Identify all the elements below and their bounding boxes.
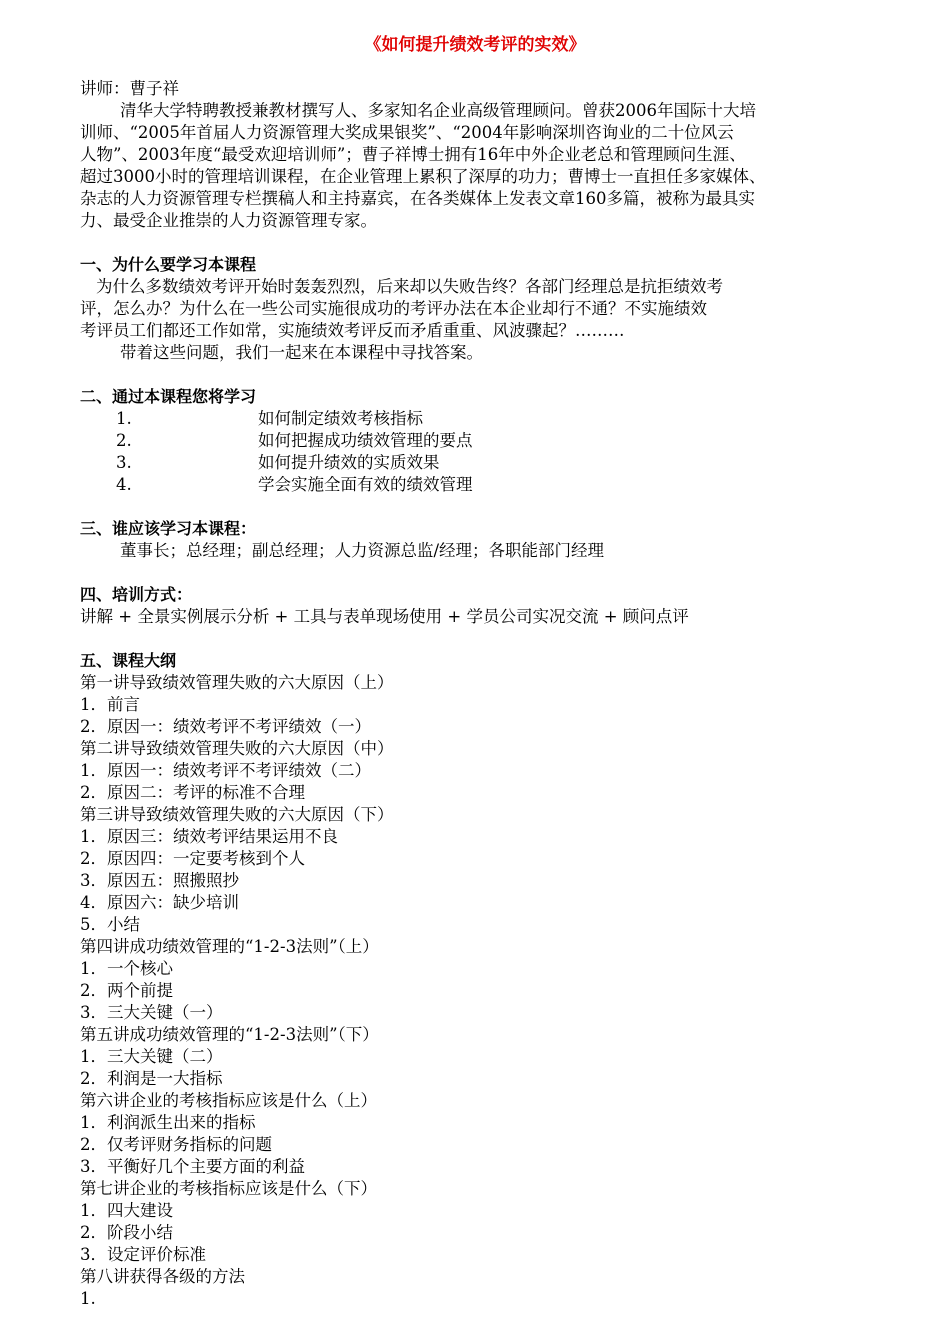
outline-lecture-title: 第六讲企业的考核指标应该是什么（上） [80,1091,377,1110]
outline-item: 1．一个核心 [80,959,173,978]
list-item-number: 4. [116,475,132,494]
list-item [80,452,870,474]
outline-item: 2．阶段小结 [80,1223,173,1242]
lecturer-bio-line: 力、最受企业推崇的人力资源管理专家。 [80,211,377,230]
outline-lecture-title: 第三讲导致绩效管理失败的六大原因（下） [80,805,394,824]
outline-item: 3．三大关键（一） [80,1003,223,1022]
list-item-number: 1. [116,409,132,428]
outline-item: 2．原因四：一定要考核到个人 [80,849,305,868]
outline-item: 1．原因一：绩效考评不考评绩效（二） [80,761,371,780]
document-title: 《如何提升绩效考评的实效》 [364,35,586,55]
section-heading-method: 四、培训方式： [80,585,193,604]
section-paragraph-line: 评，怎么办？为什么在一些公司实施很成功的考评办法在本企业却行不通？不实施绩效 [80,299,707,318]
outline-item: 1. [80,1289,96,1308]
list-item-text: 如何把握成功绩效管理的要点 [258,431,473,450]
outline-item: 2．原因二：考评的标准不合理 [80,783,305,802]
outline-lecture-title: 第五讲成功绩效管理的“1-2-3法则”（下） [80,1025,379,1044]
outline-item: 3．设定评价标准 [80,1245,206,1264]
section-heading-audience: 三、谁应该学习本课程： [80,519,257,538]
method-text: 讲解 + 全景实例展示分析 + 工具与表单现场使用 + 学员公司实况交流 + 顾问点评 [80,607,689,626]
course-outline [80,672,870,1310]
lecturer-bio-line: 杂志的人力资源管理专栏撰稿人和主持嘉宾，在各类媒体上发表文章160多篇，被称为最具实 [80,189,755,208]
outline-item: 5．小结 [80,915,140,934]
list-item [80,430,870,452]
outline-item: 3．原因五：照搬照抄 [80,871,239,890]
outline-item: 1．原因三：绩效考评结果运用不良 [80,827,338,846]
outline-lecture-title: 第二讲导致绩效管理失败的六大原因（中） [80,739,394,758]
outline-lecture-title: 第七讲企业的考核指标应该是什么（下） [80,1179,377,1198]
outline-item: 2．利润是一大指标 [80,1069,223,1088]
list-item-text: 如何制定绩效考核指标 [258,409,423,428]
section-heading-outline: 五、课程大纲 [80,651,177,670]
list-item [80,408,870,430]
section-paragraph-line: 考评员工们都还工作如常，实施绩效考评反而矛盾重重、风波骤起？……… [80,321,625,340]
section-heading-why: 一、为什么要学习本课程 [80,255,257,274]
list-item-text: 如何提升绩效的实质效果 [258,453,440,472]
list-item-text: 学会实施全面有效的绩效管理 [258,475,473,494]
section-paragraph-line: 为什么多数绩效考评开始时轰轰烈烈，后来却以失败告终？各部门经理总是抗拒绩效考 [96,277,723,296]
outline-item: 2．仅考评财务指标的问题 [80,1135,272,1154]
outline-item: 4．原因六：缺少培训 [80,893,239,912]
outline-item: 1．前言 [80,695,140,714]
lecturer-bio-line: 人物”、2003年度“最受欢迎培训师”；曹子祥博士拥有16年中外企业老总和管理顾问生涯、 [80,145,746,164]
outline-lecture-title: 第八讲获得各级的方法 [80,1267,245,1286]
lecturer-label: 讲师：曹子祥 [80,79,179,98]
outline-item: 1．四大建设 [80,1201,173,1220]
list-item-number: 2. [116,431,132,450]
outline-item: 1．利润派生出来的指标 [80,1113,256,1132]
outline-item: 1．三大关键（二） [80,1047,223,1066]
lecturer-bio-line: 清华大学特聘教授兼教材撰写人、多家知名企业高级管理顾问。曾获2006年国际十大培 [120,101,756,120]
lecturer-bio-line: 训师、“2005年首届人力资源管理大奖成果银奖”、“2004年影响深圳咨询业的二十位风云 [80,123,734,142]
outline-item: 2．原因一：绩效考评不考评绩效（一） [80,717,371,736]
list-item-number: 3. [116,453,132,472]
outline-item: 3．平衡好几个主要方面的利益 [80,1157,305,1176]
outline-lecture-title: 第一讲导致绩效管理失败的六大原因（上） [80,673,394,692]
outline-lecture-title: 第四讲成功绩效管理的“1-2-3法则”（上） [80,937,379,956]
lecturer-bio-line: 超过3000小时的管理培训课程，在企业管理上累积了深厚的功力；曹博士一直担任多家媒体、 [80,167,766,186]
list-item [80,474,870,496]
outline-item: 2．两个前提 [80,981,173,1000]
section-heading-learn: 二、通过本课程您将学习 [80,387,257,406]
section-paragraph-closing: 带着这些问题，我们一起来在本课程中寻找答案。 [120,343,483,362]
audience-text: 董事长；总经理；副总经理；人力资源总监/经理；各职能部门经理 [120,541,605,560]
